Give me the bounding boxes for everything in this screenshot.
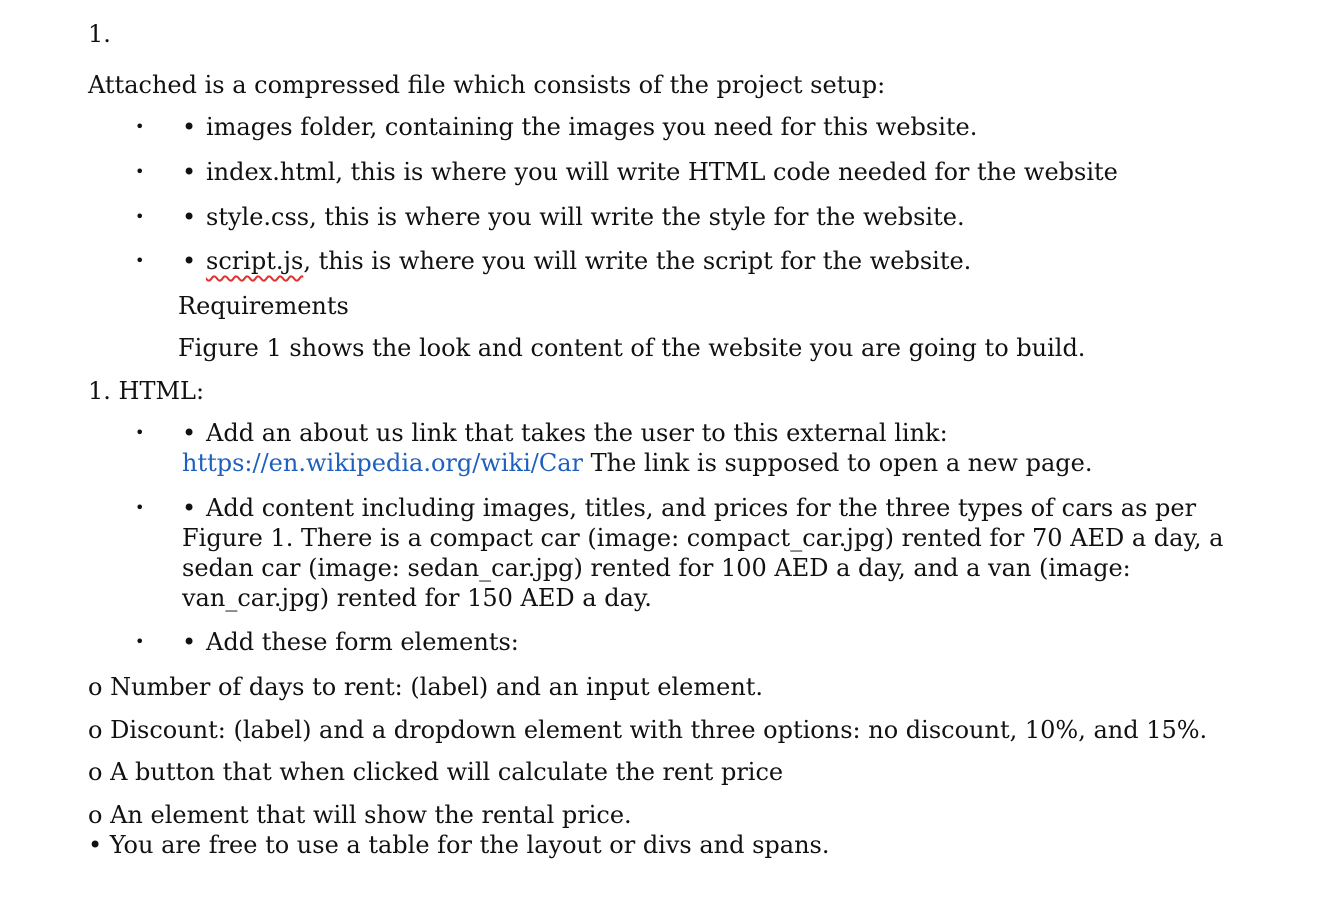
list-bullet: •: [135, 498, 145, 517]
setup-item-images: [182, 112, 977, 142]
form-item-button: o A button that when clicked will calculate the rent price: [88, 758, 784, 786]
html-heading: 1. HTML:: [88, 377, 205, 405]
setup-item-script: [182, 246, 971, 276]
inner-bullet: •: [182, 158, 197, 186]
requirements-heading: Requirements: [178, 292, 349, 320]
heading-number: 1.: [88, 20, 111, 48]
misspelled-word[interactable]: script.js: [206, 247, 304, 275]
html-item-form: [182, 627, 519, 657]
list-bullet: •: [135, 207, 145, 226]
list-bullet: •: [135, 117, 145, 136]
form-item-days: o Number of days to rent: (label) and an input element.: [88, 673, 764, 701]
inner-bullet: •: [182, 628, 197, 656]
item-text: Add content including images, titles, and prices for the three types of cars as per Figure 1. There is a compact car (image: compact_car.jpg) rented for 70 AED a day, a sedan car (image: sedan_car.jpg) rented for 100 AED a day, and a van (image: van_car.jpg) rented for 150 AED a day.: [182, 494, 1224, 612]
form-item-price: o An element that will show the rental price.: [88, 801, 632, 829]
list-bullet: •: [135, 162, 145, 181]
form-item-discount: o Discount: (label) and a dropdown element with three options: no discount, 10%, and 15%.: [88, 716, 1208, 744]
inner-bullet: •: [182, 419, 197, 447]
final-note: • You are free to use a table for the layout or divs and spans.: [88, 831, 830, 859]
figure-note: Figure 1 shows the look and content of the website you are going to build.: [178, 334, 1086, 362]
html-item-car-content: [182, 493, 1262, 613]
list-bullet: •: [135, 251, 145, 270]
item-text: Add these form elements:: [206, 628, 519, 656]
setup-item-text: , this is where you will write the script for the website.: [303, 247, 972, 275]
inner-bullet: •: [182, 203, 197, 231]
setup-item-text: style.css, this is where you will write the style for the website.: [206, 203, 965, 231]
list-bullet: •: [135, 423, 145, 442]
setup-item-text: images folder, containing the images you need for this website.: [206, 113, 978, 141]
inner-bullet: •: [182, 113, 197, 141]
item-text: The link is supposed to open a new page.: [583, 449, 1093, 477]
setup-item-style: [182, 202, 965, 232]
inner-bullet: •: [182, 494, 197, 522]
html-item-about-link: [182, 418, 1237, 478]
inner-bullet: •: [182, 247, 197, 275]
intro-paragraph: Attached is a compressed file which consists of the project setup:: [88, 71, 886, 99]
setup-item-text: index.html, this is where you will write HTML code needed for the website: [206, 158, 1118, 186]
list-bullet: •: [135, 632, 145, 651]
setup-item-index: [182, 157, 1118, 187]
wikipedia-link[interactable]: https://en.wikipedia.org/wiki/Car: [182, 449, 583, 477]
item-text: Add an about us link that takes the user to this external link:: [206, 419, 948, 447]
